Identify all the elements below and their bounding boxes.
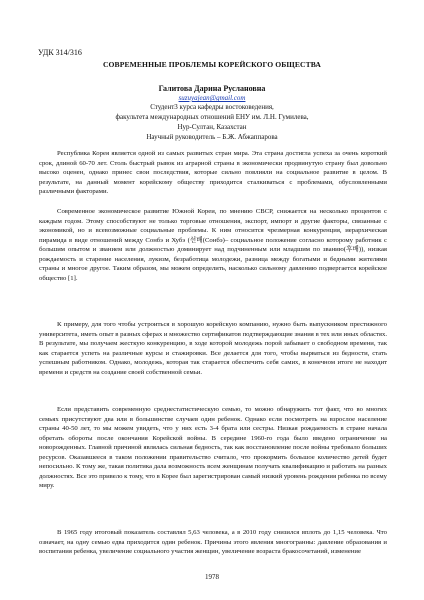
- author-name: Галитова Дарина Руслановна: [158, 84, 266, 93]
- body-paragraph-4: Если представить современную среднестатистическую семью, то можно обнаружить тот факт, что во многих семьях присутствуют два или в большинстве случаев один ребенок. Однако если посмотреть на взрослое население страны 40-50 лет, то мы можем увидеть, что у них есть 3-4 брата или сестры. Низкая рождаемость в стране начала обретать обороты после окончания Корейской войны. В середине 1960-го года было введено ограничение на новорожденных. Главной причиной являлась сильная бедность, так как восстановление после войны требовало больших ресурсов. Оказавшееся в таком положении правительство считало, что прокормить большое количество детей будет непосильно. К тому же, такая политика дала возможность всем женщинам получать квалификацию и работать на разных должностях. Все это привело к тому, что в Корее был зарегистрирован самый низкий уровень рождения ребенка по всему миру.: [39, 406, 387, 489]
- author-email-link[interactable]: suzuyajean@gmail.com: [178, 94, 246, 102]
- body-paragraph-5: В 1965 году итоговый показатель составлял 5,63 человека, а в 2010 году снизился вплоть до 1,15 человека. Что означает, на одну семью едва приходится один ребенок. Причины этого явления многогранны: давление образования и воспитания ребенка, увеличение социального участия женщин, увеличение возраста бракосочетаний, изменение: [39, 529, 387, 555]
- supervisor-line: Научный руководитель – Б.Ж. Абжаппарова: [146, 133, 278, 141]
- body-paragraph-3: К примеру, для того чтобы устроиться в хорошую корейскую компанию, нужно быть выпускником престижного университета, иметь опыт в разных сферах и множество сертификатов подтверждающие знания в тех или иных областях. В результате, мы получаем жесткую конкуренцию, в ходе которой молодежь порой забывает о свободном времени, так как старается успеть на различные курсы и стажировки. Все делается для того, чтобы вырваться из бедности, стать успешным работником. Однако, молодежь, которая так старается обеспечить себя самих, в конечном итоге не находит времени и средств на создание своей собственной семьи.: [39, 321, 387, 376]
- affiliation-line: факультета международных отношений ЕНУ им. Л.Н. Гумилева,: [115, 113, 309, 121]
- page-number: 1978: [205, 573, 219, 581]
- affiliation-line: Нур-Султан, Казахстан: [177, 123, 247, 131]
- body-paragraph-2: Современное экономическое развитие Южной Кореи, по мнению СВСР, снижается на несколько процентов с каждым годом. Этому способствуют не только торговые отношения, экспорт, импорт и другие факторы, связанные с экономикой, но и всевозможные социальные проблемы. К ним относится чрезмерная конкуренция, иерархическая пирамида в виде отношений между Сонбэ и Хубэ (선배(Сонбэ)– социальное положение согласно которому работник с большим опытом и званием или должностью доминирует над подчиненным или младшим по званию(후배)), низкая рождаемость и старение населения, лукизм, безработица молодежи, разница между богатыми и бедными жителями страны и многое другое. Таким образом, мы можем определить, насколько сильному давлению подвергается корейское общество [1].: [39, 208, 387, 282]
- udc-code: УДК 314/316: [38, 48, 82, 57]
- affiliation-line: Студент3 курса кафедры востоковедения,: [150, 103, 274, 111]
- body-paragraph-1: Республика Корея является одной из самых развитых стран мира. Эта страна достигла успеха за очень короткий срок, длиной 60-70 лет. Столь быстрый рывок из аграрной страны в экономически продвинутую страну был довольно высоко оценен, однако принес свои последствия, которые сильно повлияли на социальное развитие в целом. В результате, на данный момент корейскому обществу приходится сталкиваться с проблемами, обусловленными различными факторами.: [39, 150, 387, 195]
- paper-title: СОВРЕМЕННЫЕ ПРОБЛЕМЫ КОРЕЙСКОГО ОБЩЕСТВА: [102, 60, 322, 69]
